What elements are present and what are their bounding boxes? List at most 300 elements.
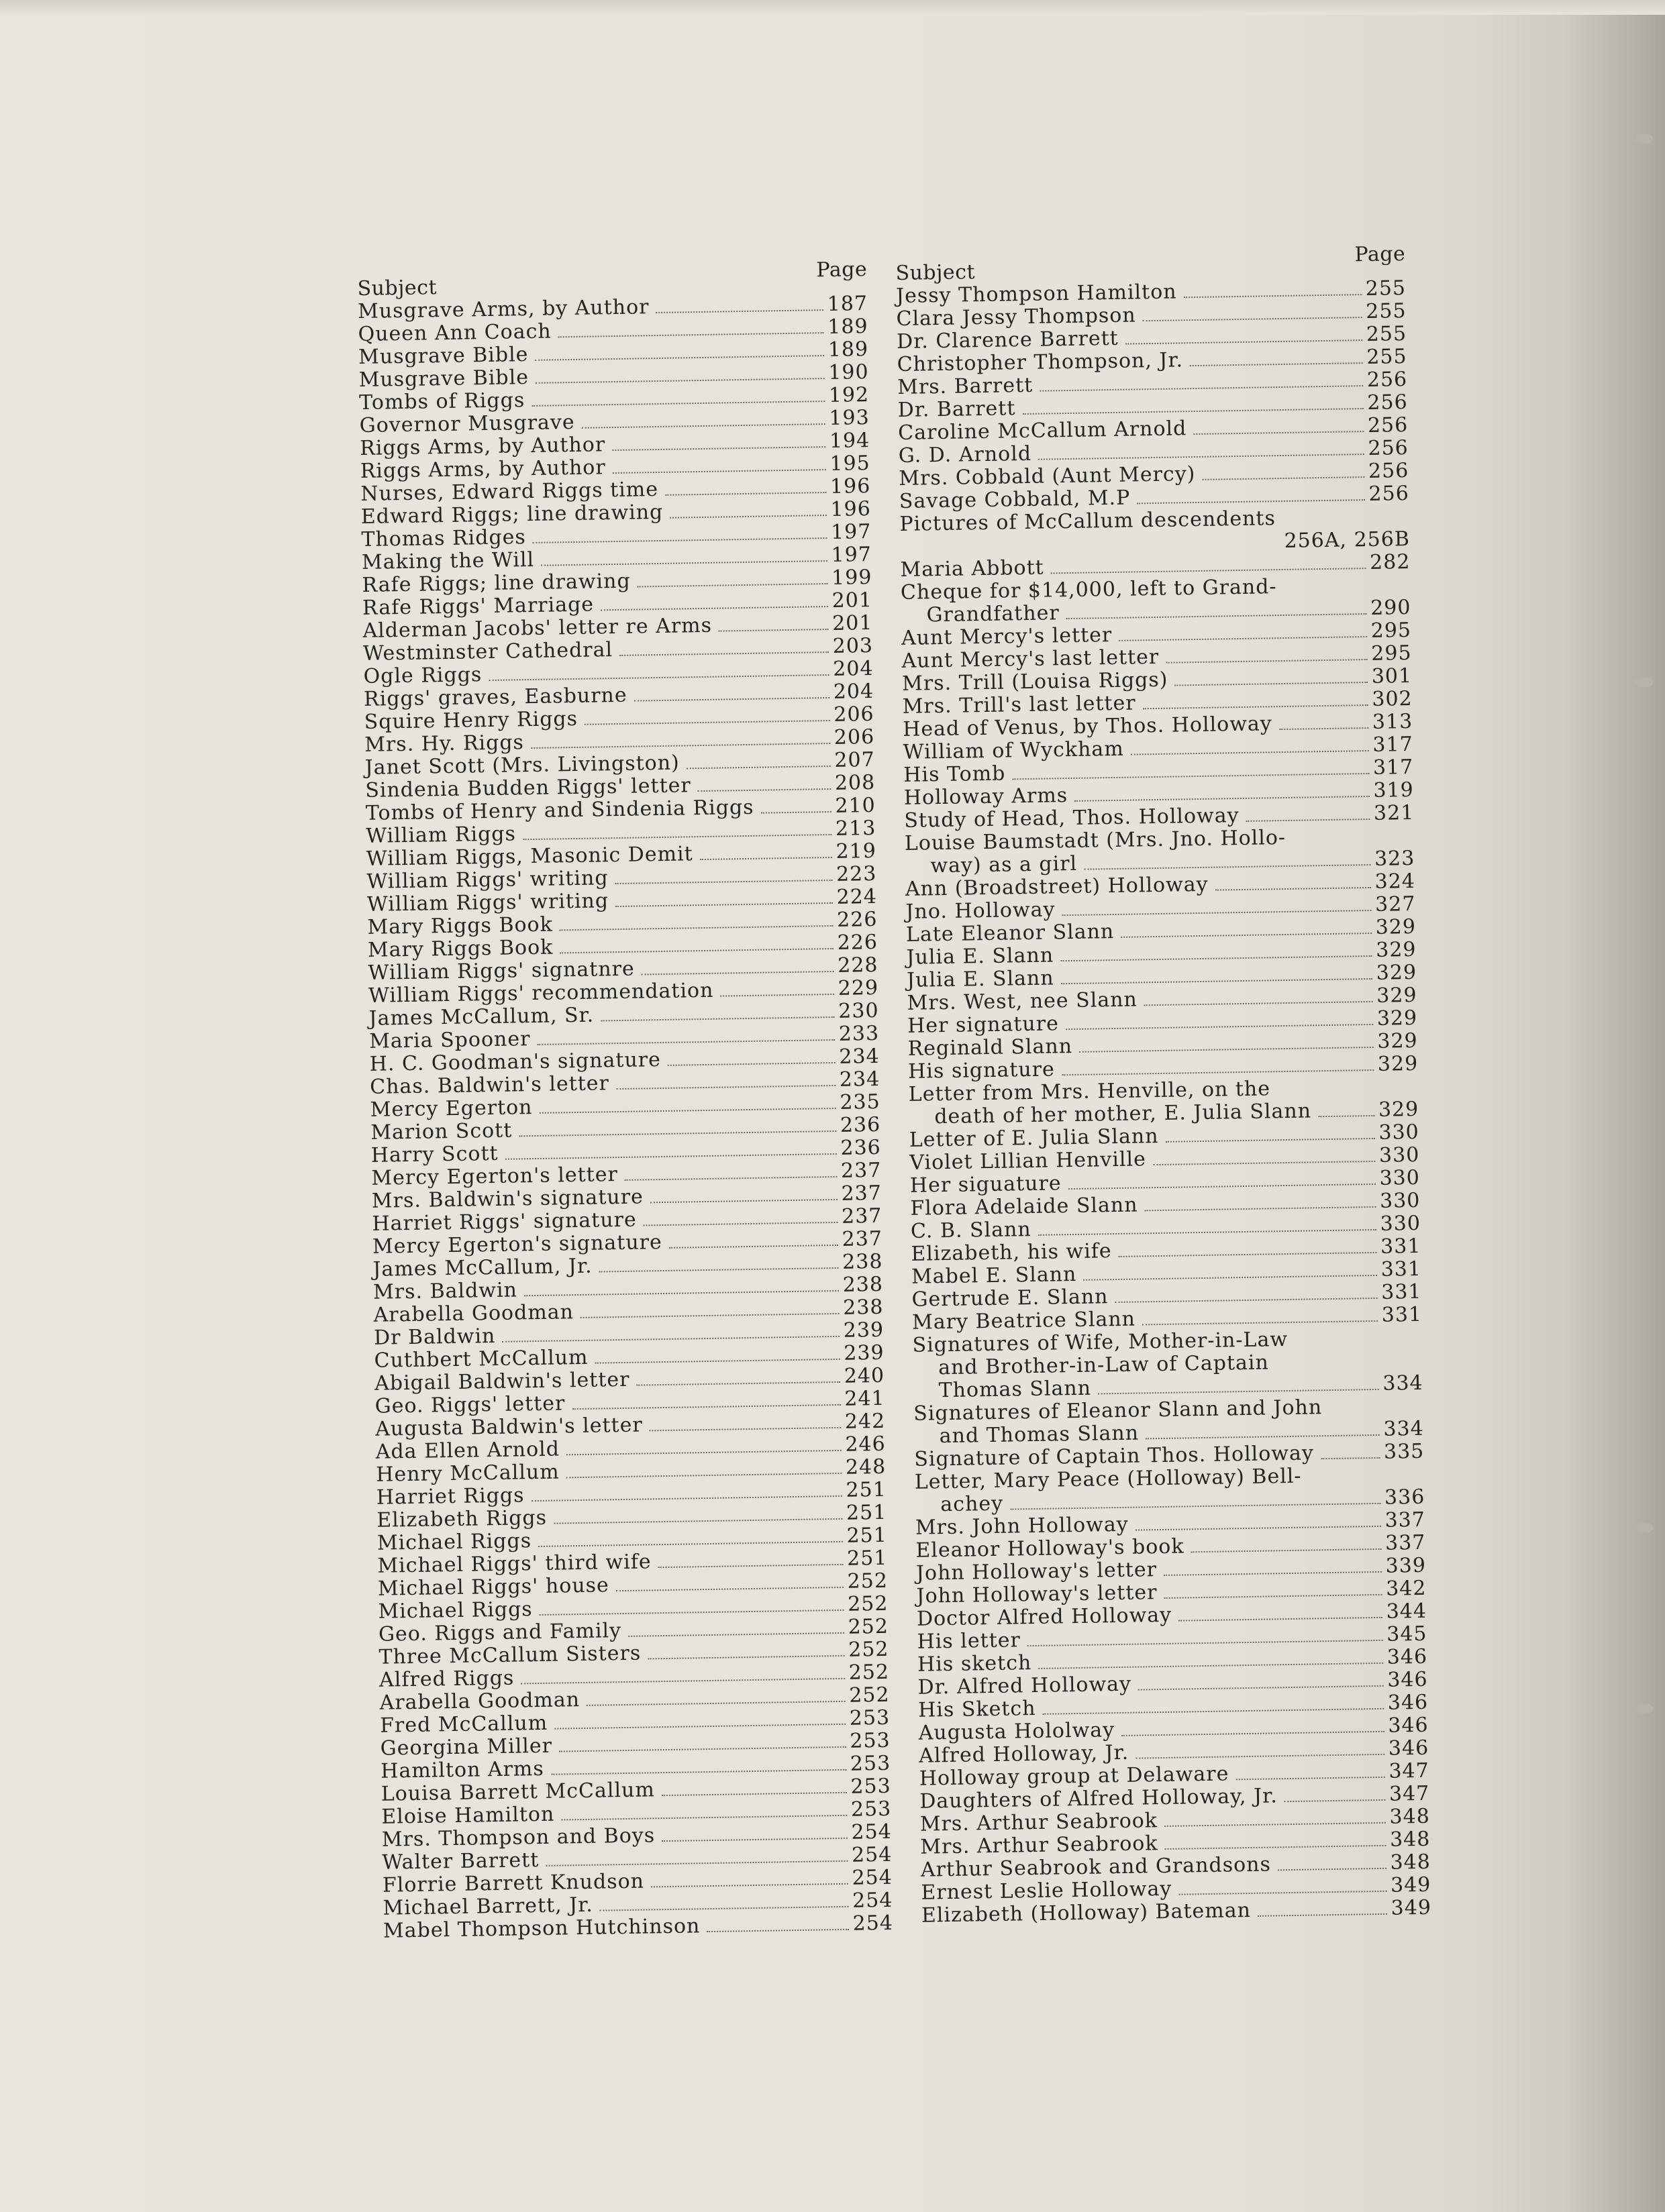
dot-leader <box>650 1427 841 1431</box>
entry-page: 206 <box>834 725 875 749</box>
dot-leader <box>625 1176 837 1181</box>
entry-page: 203 <box>832 633 874 658</box>
entry-subject: Musgrave Bible <box>358 343 529 369</box>
entry-page: 197 <box>830 520 872 544</box>
entry-subject: Westminster Cathedral <box>362 638 613 666</box>
dot-leader <box>1068 1183 1376 1190</box>
entry-page: 241 <box>844 1386 885 1411</box>
entry-subject: Riggs Arms, by Author <box>360 456 606 483</box>
dot-leader <box>1235 1777 1384 1780</box>
entry-page: 251 <box>846 1500 887 1525</box>
binding-stitch <box>1635 1523 1653 1532</box>
entry-subject: William Riggs <box>366 822 517 848</box>
entry-page: 253 <box>850 1751 891 1776</box>
dot-leader <box>1012 773 1369 780</box>
dot-leader <box>1318 1115 1374 1117</box>
entry-subject: Sindenia Budden Riggs' letter <box>365 774 691 802</box>
entry-subject: Mabel Thompson Hutchinson <box>383 1914 701 1943</box>
dot-leader <box>1202 476 1364 480</box>
entry-subject: Ann (Broadstreet) Holloway <box>905 872 1209 901</box>
entry-page: 329 <box>1377 1029 1418 1053</box>
entry-subject: Caroline McCallum Arnold <box>898 417 1187 445</box>
entry-subject: His Tomb <box>903 761 1006 787</box>
entry-page: 224 <box>836 884 878 909</box>
entry-subject: Letter from Mrs. Henville, on the <box>908 1077 1271 1106</box>
subject-header: Subject <box>895 260 976 285</box>
entry-page: 255 <box>1365 276 1407 301</box>
entry-subject: Arthur Seabrook and Grandsons <box>920 1852 1272 1882</box>
dot-leader <box>1121 933 1371 938</box>
entry-page: 238 <box>842 1249 883 1274</box>
entry-page: 349 <box>1391 1895 1432 1920</box>
entry-page: 201 <box>831 588 873 613</box>
dot-leader <box>634 697 829 702</box>
dot-leader <box>1321 1457 1380 1459</box>
dot-leader <box>546 1860 848 1866</box>
dot-leader <box>698 788 831 792</box>
entry-page: 252 <box>848 1614 889 1639</box>
entry-subject: John Holloway's letter <box>915 1558 1158 1585</box>
dot-leader <box>536 378 824 384</box>
entry-page: 313 <box>1372 709 1413 734</box>
entry-page: 331 <box>1381 1302 1423 1327</box>
dot-leader <box>581 1313 839 1318</box>
entry-subject: Louise Baumstadt (Mrs. Jno. Hollo- <box>904 825 1286 855</box>
entry-subject: Julia E. Slann <box>906 966 1054 992</box>
entry-subject: Harriet Riggs <box>376 1483 525 1510</box>
entry-subject: William Riggs, Masonic Demit <box>366 842 693 871</box>
entry-page: 236 <box>840 1112 881 1137</box>
entry-subject: Marion Scott <box>370 1118 513 1145</box>
entry-subject: Janet Scott (Mrs. Livingston) <box>364 751 680 780</box>
dot-leader <box>648 1655 844 1660</box>
entry-subject: Letter of E. Julia Slann <box>909 1124 1159 1152</box>
entry-subject: Aunt Mercy's letter <box>901 623 1113 650</box>
dot-leader <box>670 515 826 519</box>
entry-page: 187 <box>827 292 868 316</box>
entry-subject: Rafe Riggs' Marriage <box>362 592 595 620</box>
entry-page: 256 <box>1366 368 1408 392</box>
dot-leader <box>540 1108 836 1114</box>
entry-page: 329 <box>1376 960 1417 985</box>
dot-leader <box>1084 864 1370 870</box>
entry-page: 337 <box>1384 1508 1426 1532</box>
dot-leader <box>1190 362 1362 366</box>
entry-page: 235 <box>840 1090 880 1114</box>
dot-leader <box>662 1792 847 1796</box>
entry-subject: William Riggs' writing <box>366 889 609 916</box>
entry-page: 237 <box>841 1181 882 1206</box>
entry-page: 207 <box>834 747 875 772</box>
dot-leader <box>662 1838 847 1842</box>
entry-page: 253 <box>850 1774 891 1799</box>
dot-leader <box>541 560 827 566</box>
entry-subject: Reginald Slann <box>907 1035 1073 1061</box>
entry-page: 239 <box>844 1340 885 1365</box>
dot-leader <box>642 971 834 976</box>
dot-leader <box>1166 659 1367 664</box>
entry-page: 255 <box>1366 322 1407 346</box>
dot-leader <box>1215 887 1371 891</box>
entry-page: 342 <box>1385 1576 1427 1601</box>
dot-leader <box>1062 1069 1374 1075</box>
entry-page: 329 <box>1378 1097 1419 1122</box>
entry-subject: Dr. Clarence Barrett <box>896 326 1119 354</box>
entry-subject: Governor Musgrave <box>359 410 575 437</box>
entry-subject: His sketch <box>917 1651 1032 1677</box>
entry-subject: Christopher Thompson, Jr. <box>897 348 1184 376</box>
entry-subject: H. C. Goodman's signature <box>369 1048 662 1076</box>
entry-page: 329 <box>1375 937 1417 962</box>
entry-page: 349 <box>1390 1873 1431 1897</box>
entry-subject: G. D. Arnold <box>898 441 1032 468</box>
entry-page: 347 <box>1389 1758 1429 1783</box>
dot-leader <box>1079 1047 1373 1053</box>
entry-subject: William of Wyckham <box>903 737 1125 764</box>
entry-page: 336 <box>1384 1485 1425 1510</box>
entry-page: 204 <box>832 656 874 681</box>
entry-page: 254 <box>852 1911 894 1936</box>
dot-leader <box>1010 1503 1380 1510</box>
entry-subject: Elizabeth (Holloway) Bateman <box>921 1898 1252 1928</box>
entry-page: 237 <box>842 1226 883 1251</box>
dot-leader <box>1191 1548 1382 1552</box>
entry-page: 197 <box>831 543 872 567</box>
entry-subject: Her signature <box>907 1012 1060 1038</box>
entry-subject: Michael Riggs' third wife <box>377 1550 652 1578</box>
entry-page: 256 <box>1367 413 1409 437</box>
entry-page: 237 <box>840 1158 882 1183</box>
entry-page: 254 <box>851 1820 893 1844</box>
dot-leader <box>1153 1161 1375 1165</box>
entry-subject-continued: way) as a girl <box>930 851 1078 878</box>
entry-page: 199 <box>831 566 872 590</box>
dot-leader <box>656 309 823 313</box>
entry-page: 323 <box>1374 846 1415 871</box>
dot-leader <box>1143 317 1362 321</box>
entry-subject: Alderman Jacobs' letter re Arms <box>362 613 713 643</box>
dot-leader <box>1062 910 1372 916</box>
entry-subject: Rafe Riggs; line drawing <box>362 569 631 597</box>
dot-leader <box>615 880 833 884</box>
dot-leader <box>538 1039 835 1045</box>
dot-leader <box>519 1130 836 1137</box>
entry-subject: Letter, Mary Peace (Holloway) Bell- <box>914 1464 1302 1494</box>
entry-page: 246 <box>845 1432 886 1457</box>
entry-subject: Mrs. Trill's last letter <box>902 691 1136 719</box>
dot-leader <box>560 948 833 953</box>
entry-subject: James McCallum, Jr. <box>372 1254 593 1281</box>
entry-subject: Mrs. West, nee Slann <box>907 988 1138 1015</box>
dot-leader <box>721 994 834 997</box>
entry-page: 204 <box>833 679 874 704</box>
dot-leader <box>585 720 829 725</box>
entry-page: 346 <box>1387 1667 1428 1692</box>
entry-page: 330 <box>1379 1165 1421 1190</box>
dot-leader <box>538 1541 843 1547</box>
dot-leader <box>1038 454 1364 460</box>
entry-subject: Walter Barrett <box>382 1848 540 1875</box>
entry-subject: Mrs. Arthur Seabrook <box>920 1832 1158 1859</box>
page-header: Page <box>1354 242 1406 267</box>
entry-page: 254 <box>852 1888 893 1913</box>
dot-leader <box>599 1267 839 1273</box>
entry-subject: Aunt Mercy's last letter <box>901 645 1160 673</box>
entry-subject: Mercy Egerton's signature <box>372 1230 662 1259</box>
entry-page: 236 <box>840 1135 882 1160</box>
dot-leader <box>1136 1526 1381 1531</box>
entry-page: 324 <box>1374 869 1416 894</box>
entry-page: 319 <box>1373 778 1415 802</box>
entry-subject: Augusta Baldwin's letter <box>374 1413 643 1441</box>
entry-subject: Signatures of Wife, Mother-in-Law <box>912 1328 1289 1357</box>
index-entry <box>899 505 1410 559</box>
dot-leader <box>668 1062 836 1066</box>
dot-leader <box>1146 1434 1379 1439</box>
dot-leader <box>1022 408 1363 415</box>
dot-leader <box>651 1883 848 1888</box>
entry-page: 228 <box>837 953 878 978</box>
entry-subject: Eleanor Holloway's book <box>915 1534 1184 1563</box>
entry-list <box>896 277 1431 1928</box>
binding-stitch <box>1635 134 1653 144</box>
dot-leader <box>1178 1891 1386 1895</box>
dot-leader <box>616 1085 836 1090</box>
dot-leader <box>524 1290 839 1296</box>
entry-page: 189 <box>827 337 869 362</box>
entry-subject: Mrs. Cobbald (Aunt Mercy) <box>899 462 1196 490</box>
entry-subject: Ada Ellen Arnold <box>375 1437 560 1464</box>
entry-page: 252 <box>848 1637 889 1662</box>
entry-page: 242 <box>844 1409 886 1434</box>
dot-leader <box>658 1564 844 1568</box>
entry-subject: Clara Jessy Thompson <box>896 303 1136 331</box>
entry-subject: His Sketch <box>917 1696 1036 1722</box>
dot-leader <box>1246 819 1370 822</box>
entry-subject: Mrs. Baldwin's signature <box>371 1185 644 1213</box>
dot-leader <box>1066 1024 1373 1030</box>
entry-page: 345 <box>1386 1622 1427 1646</box>
entry-page: 348 <box>1390 1850 1431 1875</box>
entry-subject: Maria Abbott <box>900 556 1044 582</box>
entry-subject: Ernest Leslie Holloway <box>921 1877 1172 1905</box>
entry-subject: Henry McCallum <box>376 1460 560 1487</box>
entry-subject: Riggs Arms, by Author <box>360 433 606 460</box>
dot-leader <box>1074 796 1369 802</box>
entry-page: 317 <box>1372 732 1413 757</box>
entry-subject: His signature <box>907 1057 1056 1084</box>
entry-subject: Queen Ann Coach <box>358 319 552 346</box>
entry-subject: Signatures of Eleanor Slann and John <box>913 1395 1323 1426</box>
dot-leader <box>1165 1845 1386 1850</box>
dot-leader <box>559 1746 846 1752</box>
dot-leader <box>1164 1571 1382 1576</box>
entry-subject: William Riggs' signatnre <box>368 957 635 985</box>
entry-page: 295 <box>1370 641 1412 666</box>
entry-subject: Florrie Barrett Knudson <box>382 1869 645 1897</box>
entry-page: 348 <box>1389 1804 1431 1829</box>
dot-leader <box>669 1245 838 1249</box>
dot-leader <box>1136 1754 1384 1759</box>
entry-page: 253 <box>850 1797 892 1822</box>
entry-page: 234 <box>839 1067 880 1092</box>
dot-leader <box>638 583 828 587</box>
entry-page: 321 <box>1373 800 1415 825</box>
entry-subject: Elizabeth Riggs <box>376 1506 548 1532</box>
dot-leader <box>1125 339 1362 345</box>
entry-page: 295 <box>1370 618 1412 643</box>
dot-leader <box>1115 1298 1378 1303</box>
entry-subject: Fred McCallum <box>379 1711 548 1738</box>
dot-leader <box>1027 1640 1382 1646</box>
binding-stitch <box>1635 1704 1653 1714</box>
dot-leader <box>650 1199 838 1203</box>
entry-page: 252 <box>849 1683 890 1707</box>
entry-page: 190 <box>828 360 869 384</box>
entry-subject: Michael Riggs' house <box>377 1573 610 1601</box>
entry-subject: Mrs. John Holloway <box>915 1512 1129 1540</box>
entry-page: 189 <box>827 315 868 339</box>
entry-page: 213 <box>835 816 876 841</box>
dot-leader <box>566 1473 842 1478</box>
entry-subject: Hamilton Arms <box>380 1756 545 1783</box>
dot-leader <box>572 1404 840 1410</box>
entry-page: 256 <box>1368 459 1409 483</box>
dot-leader <box>533 537 827 543</box>
entry-page: 256A, 256B <box>1284 527 1411 553</box>
dot-leader <box>761 811 831 814</box>
entry-subject: Edward Riggs; line drawing <box>360 500 664 529</box>
dot-leader <box>566 1450 842 1455</box>
entry-page: 331 <box>1380 1279 1422 1304</box>
entry-page: 337 <box>1384 1530 1426 1555</box>
dot-leader <box>1051 568 1366 574</box>
dot-leader <box>536 355 824 361</box>
entry-subject: Mrs. Thompson and Boys <box>381 1824 656 1852</box>
entry-page: 256 <box>1368 482 1410 506</box>
dot-leader <box>554 1518 842 1524</box>
dot-leader <box>700 857 832 860</box>
entry-page: 347 <box>1389 1781 1430 1806</box>
entry-page: 346 <box>1386 1644 1428 1669</box>
entry-subject: Harry Scott <box>370 1141 499 1167</box>
entry-page: 252 <box>848 1660 890 1685</box>
dot-leader <box>489 674 829 681</box>
entry-subject: Musgrave Arms, by Author <box>357 295 650 323</box>
dot-leader <box>600 1906 848 1911</box>
entry-subject: William Riggs' recommendation <box>368 978 714 1008</box>
entry-subject: Cheque for $14,000, left to Grand- <box>900 575 1277 604</box>
entry-page: 329 <box>1376 1006 1418 1031</box>
entry-page: 256 <box>1367 390 1408 415</box>
dot-leader <box>523 834 831 840</box>
entry-subject: Geo. Riggs' letter <box>374 1391 566 1418</box>
entry-page: 201 <box>831 611 873 635</box>
dot-leader <box>521 1678 845 1685</box>
dot-leader <box>561 1815 847 1821</box>
entry-subject: Her siguature <box>909 1171 1062 1198</box>
entry-subject: Tombs of Riggs <box>358 388 525 415</box>
dot-leader <box>1166 1138 1375 1143</box>
page-top-edge <box>0 0 1665 15</box>
index-column-right <box>895 242 1431 1928</box>
dot-leader <box>560 925 833 931</box>
entry-subject: Julia E. Slann <box>906 943 1054 969</box>
entry-page: 302 <box>1372 686 1413 711</box>
entry-subject: Mrs. Baldwin <box>372 1278 518 1304</box>
dot-leader <box>612 446 825 451</box>
dot-leader <box>601 606 828 611</box>
subject-header: Subject <box>357 276 438 301</box>
dot-leader <box>1178 1617 1382 1622</box>
dot-leader <box>1040 385 1363 392</box>
entry-page: 346 <box>1387 1690 1429 1715</box>
dot-leader <box>1143 704 1368 709</box>
entry-subject: Elizabeth, his wife <box>911 1239 1112 1266</box>
entry-page: 327 <box>1374 892 1416 916</box>
dot-leader <box>1038 1229 1376 1236</box>
dot-leader <box>1144 1001 1372 1006</box>
entry-subject: Mercy Egerton's letter <box>371 1163 619 1190</box>
entry-subject: Georgina Miller <box>380 1734 553 1760</box>
dot-leader <box>532 401 825 407</box>
entry-page: 331 <box>1380 1234 1421 1259</box>
entry-page: 219 <box>836 839 877 863</box>
entry-subject: Chas. Baldwin's letter <box>369 1071 610 1099</box>
entry-subject: Eloise Hamilton <box>381 1802 555 1829</box>
entry-subject: Musgrave Bible <box>358 366 529 392</box>
dot-leader <box>628 1632 844 1637</box>
dot-leader <box>1043 1708 1384 1715</box>
entry-subject: Daughters of Alfred Holloway, Jr. <box>919 1784 1278 1813</box>
entry-subject: Mrs. Barrett <box>897 373 1033 399</box>
dot-leader <box>601 1016 834 1021</box>
entry-subject: Michael Riggs <box>376 1529 532 1555</box>
entry-page: 240 <box>844 1363 885 1388</box>
entry-subject: Mrs. Hy. Riggs <box>364 731 525 757</box>
entry-page: 346 <box>1388 1713 1429 1738</box>
entry-page: 330 <box>1380 1211 1421 1236</box>
entry-subject: Signature of Captain Thos. Holloway <box>914 1441 1315 1471</box>
entry-subject: Jessy Thompson Hamilton <box>895 280 1177 308</box>
entry-page: 255 <box>1366 345 1407 369</box>
entry-page: 330 <box>1378 1120 1420 1145</box>
entry-subject-continued: and Brother-in-Law of Captain <box>938 1351 1270 1380</box>
entry-page: 252 <box>847 1591 889 1616</box>
dot-leader <box>1119 1252 1377 1257</box>
entry-subject-continued: and Thomas Slann <box>939 1421 1140 1449</box>
entry-subject: Dr. Alfred Holloway <box>917 1672 1132 1699</box>
entry-subject: Dr Baldwin <box>373 1324 496 1350</box>
entry-page: 195 <box>829 452 870 476</box>
entry-page: 223 <box>836 861 877 886</box>
entry-page: 226 <box>837 930 878 955</box>
dot-leader <box>1278 1868 1386 1871</box>
entry-page: 301 <box>1371 664 1413 688</box>
entry-page: 254 <box>852 1865 893 1890</box>
entry-subject: Making the Will <box>361 547 535 574</box>
entry-subject: Violet Lillian Henville <box>909 1147 1147 1175</box>
entry-subject: Mrs. Trill (Louisa Riggs) <box>901 668 1168 696</box>
dot-leader <box>637 1381 840 1386</box>
entry-page: 238 <box>842 1272 884 1297</box>
entry-subject: Savage Cobbald, M.P <box>899 486 1131 513</box>
entry-page: 251 <box>846 1523 888 1548</box>
binding-stitch <box>1635 678 1653 687</box>
entry-page: 206 <box>834 702 874 727</box>
entry-page: 251 <box>846 1477 887 1502</box>
dot-leader <box>502 1336 839 1342</box>
